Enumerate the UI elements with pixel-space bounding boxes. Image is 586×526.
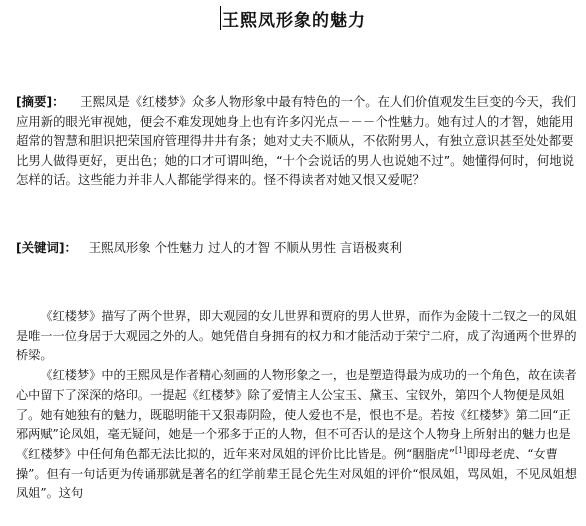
body-paragraph-1: 《红楼梦》描写了两个世界，即大观园的女儿世界和贾府的男人世界，而作为金陵十二钗之一的凤姐是唯一一位身居于大观园之外的人。她凭借自身拥有的权力和才能活动于荣宁二府，成了沟通两个世界的桥梁。	[16, 309, 577, 363]
paragraph-2-text-end: 即母老虎、“女曹操”。但有一句话更为传诵那就是著名的红学前辈王昆仑先生对凤姐的评价“恨凤姐，骂凤姐，不见凤姐想凤姐”。这句	[16, 446, 577, 501]
body-text[interactable]	[16, 307, 578, 504]
paragraph-2-text-start: 《红楼梦》中的王熙凤是作者精心刻画的人物形象之一，也是塑造得最为成功的一个角色，故在读者心中留下了深深的烙印。一提起《红楼梦》除了爱情主人公宝玉、黛玉、宝钗外，第四个人物便是凤姐了。她有她独有的魅力，既聪明能干又狠毒阴险，使人爱也不是，恨也不是。若按《红楼梦》第二回“正邪两赋”论凤姐，毫无疑问，她是一个邪多于正的人物，但不可否认的是这个人物身上所射出的魅力也是《红楼梦》中任何角色都无法比拟的，近年来对凤姐的评价比比皆是。例“胭脂虎”	[16, 368, 577, 461]
page-title[interactable]: 王熙凤形象的魅力	[222, 11, 366, 31]
title-area	[0, 6, 586, 31]
text-cursor	[220, 6, 221, 30]
abstract-label: [摘要]：	[16, 94, 65, 109]
body-paragraph-2	[16, 366, 578, 504]
abstract-text: 王熙凤是《红楼梦》众多人物形象中最有特色的一个。在人们价值观发生巨变的今天，我们应用新的眼光审视她，便会不难发现她身上也有许多闪光点－－－个性魅力。她有过人的才智，她能用超常的智慧和胆识把荣国府管理得井井有条；她对丈夫不顺从，不依附男人，有独立意识甚至处处都要比男人做得更好，更出色；她的口才可谓叫绝，“十个会说话的男人也说她不过”。她懂得何时，何地说怎样的话。这些能力并非人人都能学得来的。怪不得读者对她又恨又爱呢？	[16, 94, 576, 188]
abstract-paragraph[interactable]	[16, 92, 578, 190]
keywords-text: 王熙凤形象 个性魅力 过人的才智 不顺从男性 言语极爽利	[88, 240, 402, 255]
keywords-label: [关键词]：	[16, 240, 77, 255]
keywords-paragraph[interactable]	[16, 238, 578, 257]
footnote-reference[interactable]: [1]	[455, 445, 467, 455]
